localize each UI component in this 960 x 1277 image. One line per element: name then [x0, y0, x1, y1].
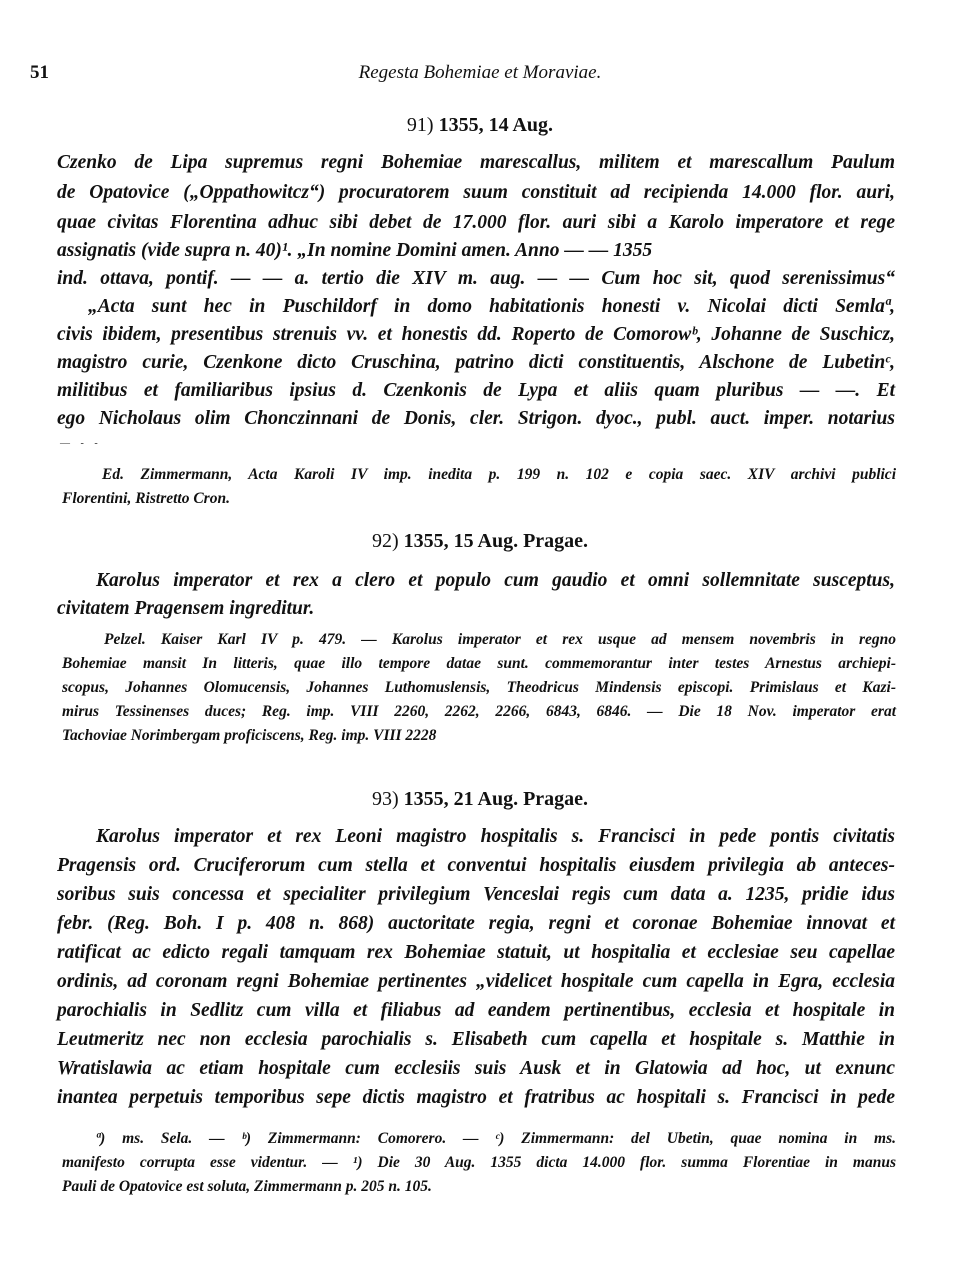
body-line: civis ibidem, presentibus strenuis vv. et honestis dd. Roperto de Comorowᵇ, Johanne de Suschicz, [57, 324, 895, 345]
body-line: Karolus imperator et rex Leoni magistro hospitalis s. Francisci in pede pontis civitatis [96, 826, 895, 847]
body-line: ratificat ac edicto regali tamquam rex Bohemiae statuit, ut hospitalia et ecclesiae seu capellae [57, 942, 895, 963]
edition-line: Pelzel. Kaiser Karl IV p. 479. — Karolus imperator et rex usque ad mensem novembris in regno [104, 631, 896, 648]
running-title: Regesta Bohemiae et Moraviae. [358, 62, 602, 83]
entry-place: Pragae. [523, 530, 589, 552]
body-line: Pragensis ord. Cruciferorum cum stella et conventui hospitalis eiusdem privilegia ab anteces- [57, 855, 895, 876]
body-line: inantea perpetuis temporibus sepe dictis magistro et fratribus ac hospitali s. Francisci in pede [57, 1087, 895, 1108]
body-line: Wratislawia ac etiam hospitale cum ecclesiis suis Ausk et in Glatowia ad hoc, ut exnunc [57, 1058, 895, 1079]
entry-number: 92) [371, 530, 399, 552]
body-line: civitatem Pragensem ingreditur. [57, 598, 315, 619]
body-line: ind. ottava, pontif. — — a. tertio die XIV m. aug. — — Cum hoc sit, quod serenissimus“ [57, 268, 895, 289]
body-line: „Acta sunt hec in Puschildorf in domo habitationis honesti v. Nicolai dicti Semlaª, [88, 296, 895, 317]
body-line: ego Nicholaus olim Chonczinnani de Donis, cler. Strigon. dyoc., publ. auct. imper. notarius [57, 408, 895, 429]
edition-line: Florentini, Ristretto Cron. [62, 490, 230, 507]
edition-line: scopus, Johannes Olomucensis, Johannes Luthomuslensis, Theodricus Mindensis episcopi. Primislaus et Kazi- [62, 679, 896, 696]
entry-heading [0, 530, 960, 553]
entry-heading [0, 788, 960, 811]
entry-number: 91) [406, 114, 434, 136]
body-line: parochialis in Sedlitz cum villa et filiabus ad eandem pertinentibus, ecclesia et hospitale in [57, 1000, 895, 1021]
edition-line: Ed. Zimmermann, Acta Karoli IV imp. inedita p. 199 n. 102 e copia saec. XIV archivi publici [102, 466, 896, 483]
entry-number: 93) [371, 788, 399, 810]
entry-heading [0, 114, 960, 137]
scan-fragment: — - - [60, 438, 102, 449]
body-line: de Opatovice („Oppathowitcz“) procuratorem suum constituit ad recipienda 14.000 flor. auri, [57, 182, 895, 203]
body-line: Leutmeritz nec non ecclesia parochialis s. Elisabeth cum capella et hospitale s. Matthie in [57, 1029, 895, 1050]
body-line: magistro curie, Czenkone dicto Cruschina, patrino dicti constituentis, Alschone de Lubetinᶜ, [57, 352, 895, 373]
footnote-line: Pauli de Opatovice est soluta, Zimmermann p. 205 n. 105. [62, 1178, 432, 1195]
entry-place: Pragae. [523, 788, 589, 810]
body-line: febr. (Reg. Boh. I p. 408 n. 868) auctoritate regia, regni et coronae Bohemiae innovat et [57, 913, 895, 934]
body-line: militibus et familiaribus ipsius d. Czenkonis de Lypa et aliis quam pluribus — —. Et [57, 380, 895, 401]
body-line: Czenko de Lipa supremus regni Bohemiae marescallus, militem et marescallum Paulum [57, 152, 895, 173]
entry-date: 1355, 21 Aug. [403, 788, 519, 810]
edition-line: Bohemiae mansit In litteris, quae illo tempore datae sunt. commemorantur inter testes Arnestus archiepi- [62, 655, 896, 672]
entry-date: 1355, 14 Aug. [438, 114, 554, 136]
body-line: soribus suis concessa et specialiter privilegium Venceslai regis cum data a. 1235, pridie idus [57, 884, 895, 905]
edition-line: mirus Tessinenses duces; Reg. imp. VIII 2260, 2262, 2266, 6843, 6846. — Die 18 Nov. imperator erat [62, 703, 896, 720]
body-line: assignatis (vide supra n. 40)¹. „In nomine Domini amen. Anno — — 1355 [57, 240, 653, 261]
body-line: ordinis, ad coronam regni Bohemiae pertinentes „videlicet hospitale cum capella in Egra, ecclesia [57, 971, 895, 992]
body-line: Karolus imperator et rex a clero et populo cum gaudio et omni sollemnitate susceptus, [96, 570, 895, 591]
footnote-line: manifesto corrupta esse videntur. — ¹) Die 30 Aug. 1355 dicta 14.000 flor. summa Florentiae in manus [62, 1154, 896, 1171]
body-line: quae civitas Florentina adhuc sibi debet de 17.000 flor. auri sibi a Karolo imperatore et rege [57, 212, 895, 233]
page-number: 51 [30, 62, 49, 83]
footnote-line: ª) ms. Sela. — ᵇ) Zimmermann: Comorero. — ᶜ) Zimmermann: del Ubetin, quae nomina in ms. [96, 1130, 896, 1147]
entry-date: 1355, 15 Aug. [403, 530, 519, 552]
edition-line: Tachoviae Norimbergam proficiscens, Reg. imp. VIII 2228 [62, 727, 437, 744]
